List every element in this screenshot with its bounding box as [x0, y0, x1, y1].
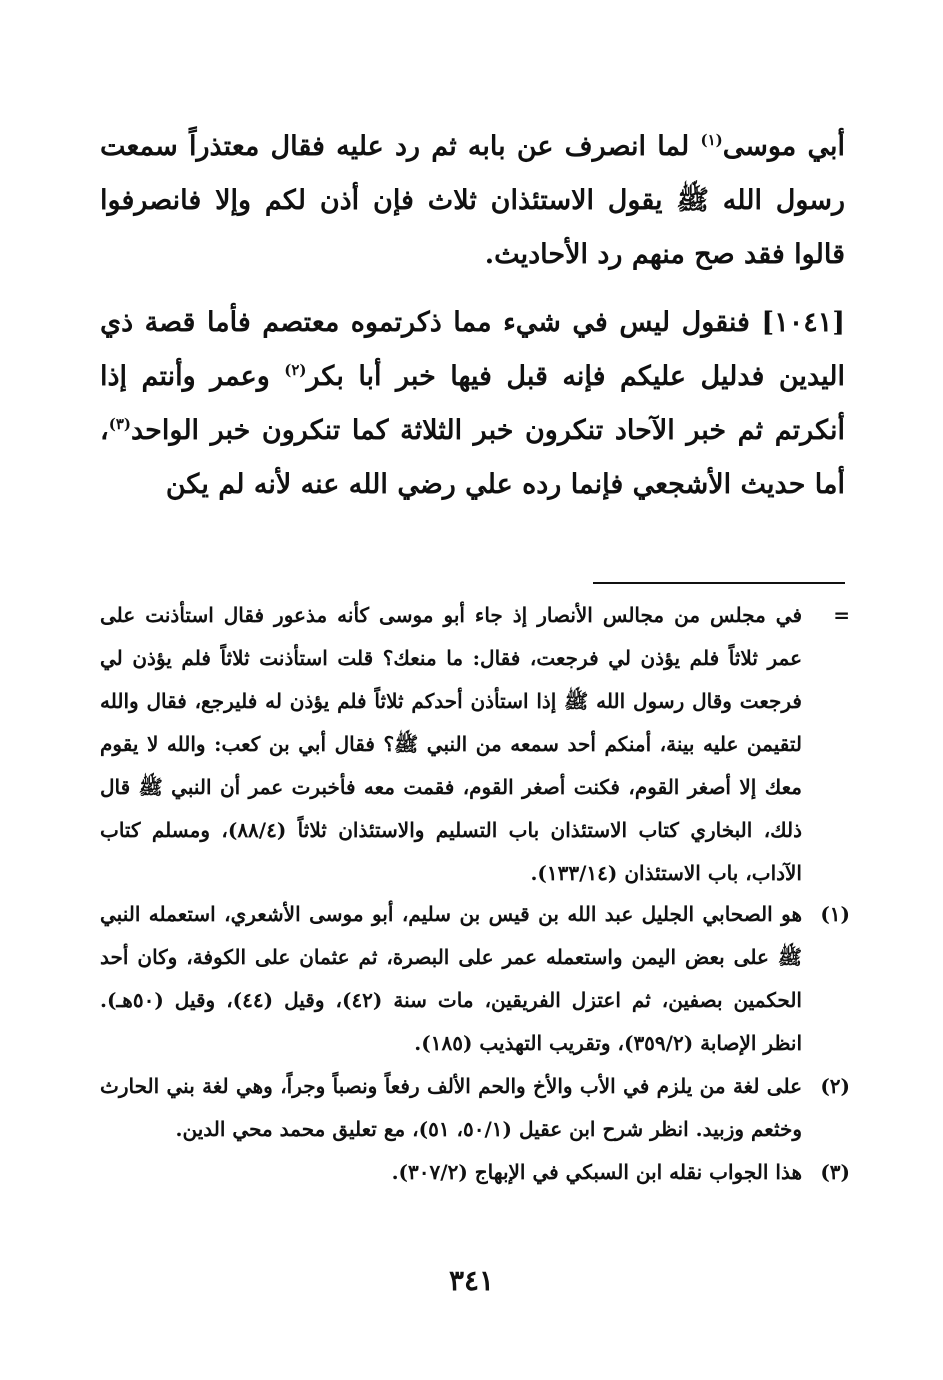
continuation-marker: = [833, 603, 850, 627]
text-segment: أبي موسى [722, 131, 845, 162]
footnote-separator [593, 582, 845, 584]
body-paragraph-1 [100, 120, 845, 282]
text-segment: وعمر وأنتم إذا أنكرتم ثم خبر الآحاد تنكرون خبر الثلاثة كما تنكرون خبر الواحد [100, 361, 845, 446]
footnote-marker: (١) [820, 902, 850, 926]
footnote-text: على لغة من يلزم في الأب والأخ والحم الألف رفعاً ونصباً وجراً، وهي لغة بني الحارث وخثعم وزبيد. انظر شرح ابن عقيل (٥٠/١، ٥١)، مع تعليق محمد محي الدين. [100, 1074, 802, 1141]
footnote-marker: (٢) [820, 1074, 850, 1098]
text-segment: ، أما حديث الأشجعي فإنما رده علي رضي الله عنه لأنه لم يكن [100, 415, 845, 500]
text-segment: لما انصرف عن بابه ثم رد عليه فقال معتذراً سمعت رسول الله ﷺ يقول الاستئذان ثلاث فإن أذن لكم وإلا فانصرفوا قالوا فقد صح منهم رد الأحاديث. [100, 131, 845, 270]
footnote-marker: (٣) [820, 1160, 850, 1184]
footnote-2 [100, 1065, 850, 1151]
footnote-ref-1[interactable]: (١) [700, 131, 723, 149]
footnote-text: هو الصحابي الجليل عبد الله بن قيس بن سليم، أبو موسى الأشعري، استعمله النبي ﷺ على بعض اليمن واستعمله عمر على البصرة، ثم عثمان على الكوفة، وكان أحد الحكمين بصفين، ثم اعتزل الفريقين، مات سنة (٤٢)، وقيل (٤٤)، وقيل (٥٠هـ). انظر الإصابة (٣٥٩/٢)، وتقريب التهذيب (١٨٥). [100, 902, 803, 1055]
footnote-continuation [100, 594, 850, 895]
footnote-ref-2[interactable]: (٢) [284, 361, 307, 379]
footnote-text: هذا الجواب نقله ابن السبكي في الإبهاج (٣٠٧/٢). [391, 1160, 802, 1184]
footnote-ref-3[interactable]: (٣) [108, 415, 131, 433]
text-segment: [١٠٤١] فنقول ليس في شيء مما ذكرتموه معتصم فأما قصة ذي اليدين فدليل عليكم فإنه قبل فيها خبر أبا بكر [100, 307, 845, 392]
footnote-1 [100, 893, 850, 1065]
footnote-text: في مجلس من مجالس الأنصار إذ جاء أبو موسى كأنه مذعور فقال استأذنت على عمر ثلاثاً فلم يؤذن لي فرجعت، فقال: ما منعك؟ قلت استأذنت ثلاثاً فلم يؤذن لي فرجعت وقال رسول الله ﷺ إذا استأذن أحدكم ثلاثاً فلم يؤذن له فليرجع، فقال والله لتقيمن عليه بينة، أمنكم أحد سمعه من النبي ﷺ؟ فقال أبي بن كعب: والله لا يقوم معك إلا أصغر القوم، فكنت أصغر القوم، فقمت معه فأخبرت عمر أن النبي ﷺ قال ذلك، البخاري كتاب الاستئذان باب التسليم والاستئذان ثلاثاً (٨٨/٤)، ومسلم كتاب الآداب، باب الاستئذان (١٣٣/١٤). [100, 603, 803, 885]
footnote-3 [100, 1151, 850, 1194]
page-number: ٣٤١ [448, 1264, 495, 1297]
footnote-list [100, 893, 850, 1194]
body-paragraph-2 [100, 296, 845, 512]
